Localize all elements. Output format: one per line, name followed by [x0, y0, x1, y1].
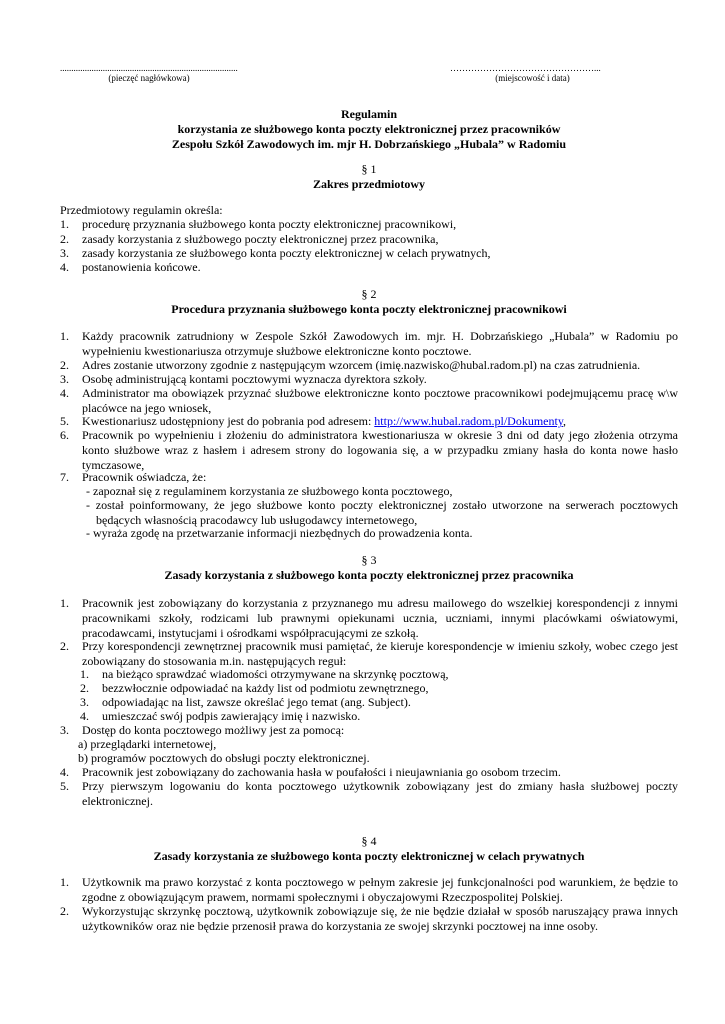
- item-number: 1.: [60, 217, 69, 231]
- list-item: [60, 260, 678, 275]
- section-1-sign: § 1: [361, 162, 377, 176]
- item-number: 1.: [60, 596, 69, 610]
- item-number: 4.: [60, 386, 69, 400]
- list-item: [60, 217, 678, 232]
- list-item: [60, 765, 678, 780]
- dash-item: [86, 498, 678, 528]
- list-item: [60, 723, 678, 738]
- item-number: 5.: [60, 779, 69, 793]
- item-text: zasady korzystania z służbowego poczty elektronicznej przez pracownika,: [82, 232, 439, 246]
- item-number: 1.: [60, 875, 69, 889]
- item-text: Pracownik oświadcza, że:: [82, 470, 207, 484]
- item-text: Adres zostanie utworzony zgodnie z następującym wzorcem (imię.nazwisko@hubal.radom.pl) na czas zatrudnienia.: [82, 358, 641, 372]
- list-item: [60, 596, 678, 641]
- section-4-heading: Zasady korzystania ze służbowego konta poczty elektronicznej w celach prywatnych: [153, 849, 585, 863]
- item-text: procedurę przyznania służbowego konta poczty elektronicznej pracownikowi,: [82, 217, 457, 231]
- doc-title-line2: korzystania ze służbowego konta poczty elektronicznej przez pracowników: [177, 122, 561, 136]
- section-4-sign: § 4: [361, 834, 377, 848]
- sub-list-item: [80, 709, 678, 724]
- sub-list-item: [80, 681, 678, 696]
- item-number: 4.: [60, 260, 69, 274]
- list-item: [60, 639, 678, 669]
- list-item: [60, 904, 678, 934]
- place-date-dots: …………………………………………...: [450, 63, 601, 73]
- section-2-sign: § 2: [361, 287, 377, 301]
- item-text: odpowiadając na list, zawsze określać jego temat (ang. Subject).: [102, 695, 411, 709]
- item-text: Użytkownik ma prawo korzystać z konta pocztowego w pełnym zakresie jej funkcjonalności pod warunkiem, że będzie to zgodne z obowiązującym prawem, normami społecznymi i obyczajowymi Rzeczpospolitej Polskiej.: [82, 875, 678, 904]
- place-date-caption: (miejscowość i data): [495, 73, 570, 83]
- item-number: 5.: [60, 414, 69, 428]
- item-number: 3.: [60, 372, 69, 386]
- list-item: [60, 386, 678, 416]
- item-text: Przy pierwszym logowaniu do konta pocztowego użytkownik zobowiązany jest do zmiany hasła służbowej poczty elektronicznej.: [82, 779, 678, 808]
- item-text: bezzwłocznie odpowiadać na każdy list od podmiotu zewnętrznego,: [102, 681, 429, 695]
- doc-title-line3: Zespołu Szkół Zawodowych im. mjr H. Dobrzańskiego „Hubala” w Radomiu: [171, 137, 567, 151]
- item-number: 4.: [60, 765, 69, 779]
- questionnaire-link[interactable]: http://www.hubal.radom.pl/Dokumenty: [374, 414, 564, 428]
- item-number: 1.: [60, 329, 69, 343]
- section-1-intro: Przedmiotowy regulamin określa:: [60, 203, 223, 217]
- item-text: Wykorzystując skrzynkę pocztową, użytkownik zobowiązuje się, że nie będzie działał w sposób naruszający prawa innych użytkowników oraz nie będzie przenosił prawa do korzystania ze swojej skrzynki pocztowej na inne osoby.: [82, 904, 678, 933]
- item-text: umieszczać swój podpis zawierający imię i nazwisko.: [102, 709, 361, 723]
- item-number: 3.: [60, 246, 69, 260]
- list-item: [60, 875, 678, 905]
- list-item: [60, 232, 678, 247]
- item-number: 4.: [80, 709, 89, 723]
- item-text: Administrator ma obowiązek przyznać służbowe elektroniczne konto pocztowe pracownikowi podejmującemu pracę w\w placówce na jego wniosek,: [82, 386, 678, 415]
- item-number: 2.: [60, 639, 69, 653]
- stamp-caption: (pieczęć nagłówkowa): [108, 73, 190, 83]
- item-text: Osobę administrującą kontami pocztowymi wyznacza dyrektora szkoły.: [82, 372, 427, 386]
- list-item: [60, 470, 678, 485]
- dash-item-text: - został poinformowany, że jego służbowe konto poczty elektronicznej zostało utworzone na serwerach pocztowych będących własnością pracodawcy lub usługodawcy internetowego,: [86, 498, 678, 527]
- stamp-placeholder: [60, 63, 238, 83]
- item-text: na bieżąco sprawdzać wiadomości otrzymywane na skrzynkę pocztową,: [102, 667, 449, 681]
- item-text: zasady korzystania ze służbowego konta poczty elektronicznej w celach prywatnych,: [82, 246, 491, 260]
- list-item: [60, 428, 678, 473]
- item-number: 3.: [60, 723, 69, 737]
- doc-title: Regulamin: [340, 107, 397, 121]
- item-number: 7.: [60, 470, 69, 484]
- list-item: [60, 358, 678, 373]
- sub-list-item: b) programów pocztowych do obsługi poczty elektronicznej.: [78, 751, 370, 765]
- item-number: 2.: [60, 358, 69, 372]
- section-3-heading: Zasady korzystania z służbowego konta poczty elektronicznej przez pracownika: [164, 568, 574, 582]
- item-text: Pracownik jest zobowiązany do zachowania hasła w poufałości i nieujawniania go osobom trzecim.: [82, 765, 561, 779]
- item-text: postanowienia końcowe.: [82, 260, 201, 274]
- section-3-sign: § 3: [361, 553, 377, 567]
- sub-list-item: [80, 695, 678, 710]
- item-text: Każdy pracownik zatrudniony w Zespole Szkół Zawodowych im. mjr. H. Dobrzańskiego „Hubala” w Radomiu po wypełnieniu kwestionariusza otrzymuje służbowe elektroniczne konto pocztowe.: [82, 329, 678, 358]
- item-number: 6.: [60, 428, 69, 442]
- item-text: Pracownik po wypełnieniu i złożeniu do administratora kwestionariusza w okresie 3 dni od daty jego złożenia otrzyma konto służbowe wraz z hasłem i adresem strony do logowania się, a w przypadku zmiany hasła do konta nowe hasło tymczasowe,: [82, 428, 678, 472]
- list-item: [60, 246, 678, 261]
- item-text: Kwestionariusz udostępniony jest do pobrania pod adresem:: [82, 414, 375, 428]
- place-date-placeholder: [450, 63, 615, 83]
- list-item: [60, 329, 678, 359]
- sub-list-item: [80, 667, 678, 682]
- section-2-heading: Procedura przyznania służbowego konta poczty elektronicznej pracownikowi: [171, 302, 567, 316]
- stamp-dots: ...............................................................................: [60, 63, 238, 73]
- dash-item: - zapoznał się z regulaminem korzystania ze służbowego konta pocztowego,: [86, 484, 453, 498]
- list-item: [60, 414, 678, 429]
- list-item: [60, 779, 678, 809]
- list-item: [60, 372, 678, 387]
- section-1-heading: Zakres przedmiotowy: [312, 177, 426, 191]
- item-number: 2.: [60, 904, 69, 918]
- item-text-suffix: ,: [563, 414, 567, 428]
- item-text: Pracownik jest zobowiązany do korzystania z przyznanego mu adresu mailowego do wszelkiej korespondencji z innymi pracownikami szkoły, rodzicami lub prawnymi opiekunami ucznia, uczniami, innymi placówkami oświatowymi, pracodawcami, instytucjami i ośrodkami współpracującymi ze szkołą.: [82, 596, 678, 640]
- item-number: 2.: [60, 232, 69, 246]
- item-text: Przy korespondencji zewnętrznej pracownik musi pamiętać, że kieruje korespondencje w imieniu szkoły, wobec czego jest zobowiązany do stosowania m.in. następujących reguł:: [82, 639, 678, 668]
- item-text: Dostęp do konta pocztowego możliwy jest za pomocą:: [82, 723, 345, 737]
- sub-list-item: a) przeglądarki internetowej,: [78, 737, 217, 751]
- item-number: 3.: [80, 695, 89, 709]
- item-number: 2.: [80, 681, 89, 695]
- item-number: 1.: [80, 667, 89, 681]
- dash-item: - wyraża zgodę na przetwarzanie informacji niezbędnych do prowadzenia konta.: [86, 526, 473, 540]
